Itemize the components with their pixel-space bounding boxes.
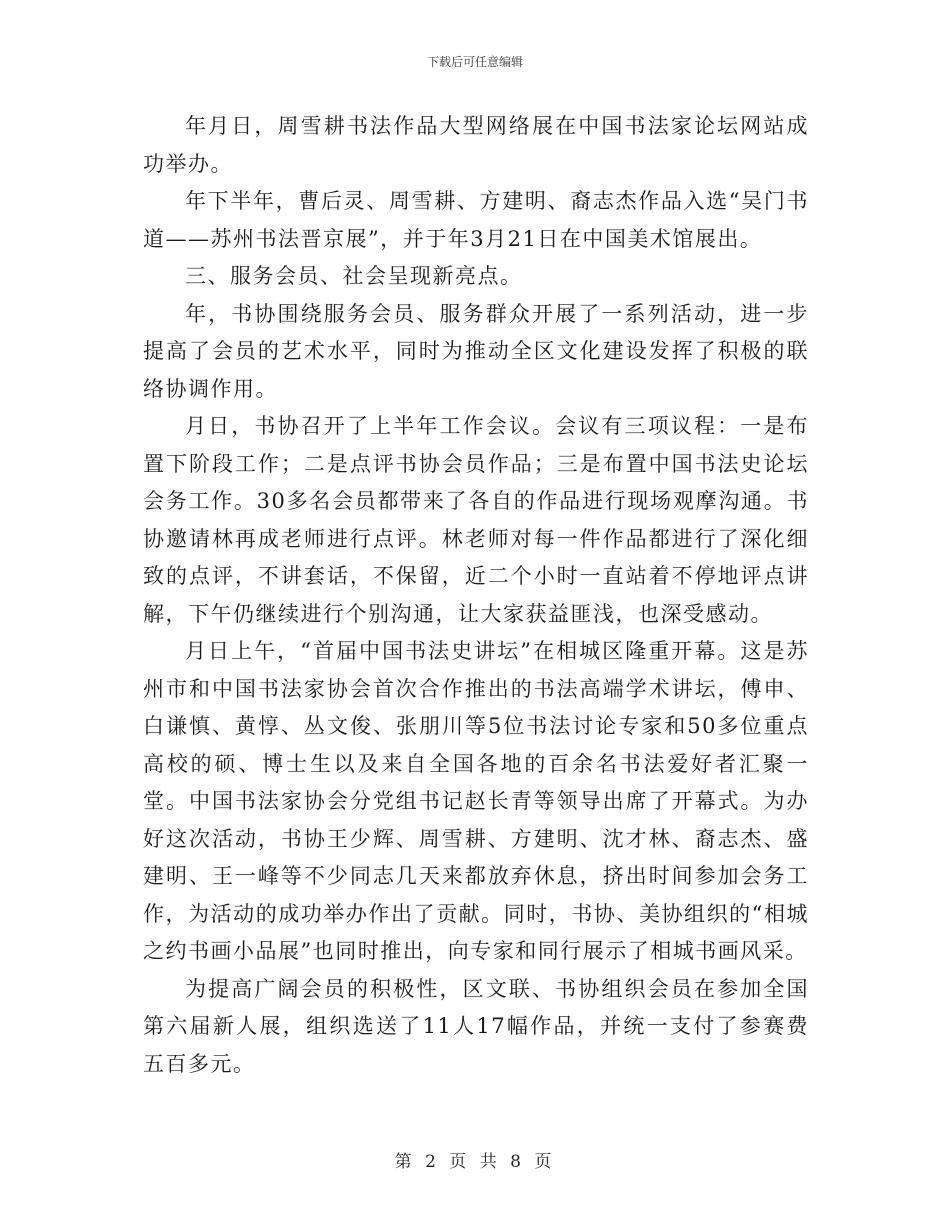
paragraph: 年，书协围绕服务会员、服务群众开展了一系列活动，进一步提高了会员的艺术水平，同时为推动全区文化建设发挥了积极的联络协调作用。 <box>143 301 809 401</box>
page-header-note: 下载后可任意编辑 <box>426 55 523 69</box>
paragraph: 月日，书协召开了上半年工作会议。会议有三项议程：一是布置下阶段工作；二是点评书协会员作品；三是布置中国书法史论坛会务工作。30多名会员都带来了各自的作品进行现场观摩沟通。书协邀请林再成老师进行点评。林老师对每一件作品都进行了深化细致的点评，不讲套话，不保留，近二个小时一直站着不停地评点讲解，下午仍继续进行个别沟通，让大家获益匪浅，也深受感动。 <box>143 414 809 626</box>
paragraph: 年下半年，曹后灵、周雪耕、方建明、裔志杰作品入选“吴门书道——苏州书法晋京展”，并于年3月21日在中国美术馆展出。 <box>143 189 809 251</box>
section-heading: 三、服务会员、社会呈现新亮点。 <box>185 264 523 288</box>
paragraph: 月日上午，“首届中国书法史讲坛”在相城区隆重开幕。这是苏州市和中国书法家协会首次合作推出的书法高端学术讲坛，傅申、白谦慎、黄惇、丛文俊、张朋川等5位书法讨论专家和50多位重点高校的硕、博士生以及来自全国各地的百余名书法爱好者汇聚一堂。中国书法家协会分党组书记赵长青等领导出席了开幕式。为办好这次活动，书协王少辉、周雪耕、方建明、沈才林、裔志杰、盛建明、王一峰等不少同志几天来都放弃休息，挤出时间参加会务工作，为活动的成功举办作出了贡献。同时，书协、美协组织的“相城之约书画小品展”也同时推出，向专家和同行展示了相城书画风采。 <box>143 639 809 963</box>
document-body <box>143 108 809 1083</box>
paragraph: 为提高广阔会员的积极性，区文联、书协组织会员在参加全国第六届新人展，组织选送了11人17幅作品，并统一支付了参赛费五百多元。 <box>143 976 809 1076</box>
paragraph: 年月日，周雪耕书法作品大型网络展在中国书法家论坛网站成功举办。 <box>143 114 809 176</box>
page-number-footer: 第 2 页 共 8 页 <box>394 1152 556 1172</box>
